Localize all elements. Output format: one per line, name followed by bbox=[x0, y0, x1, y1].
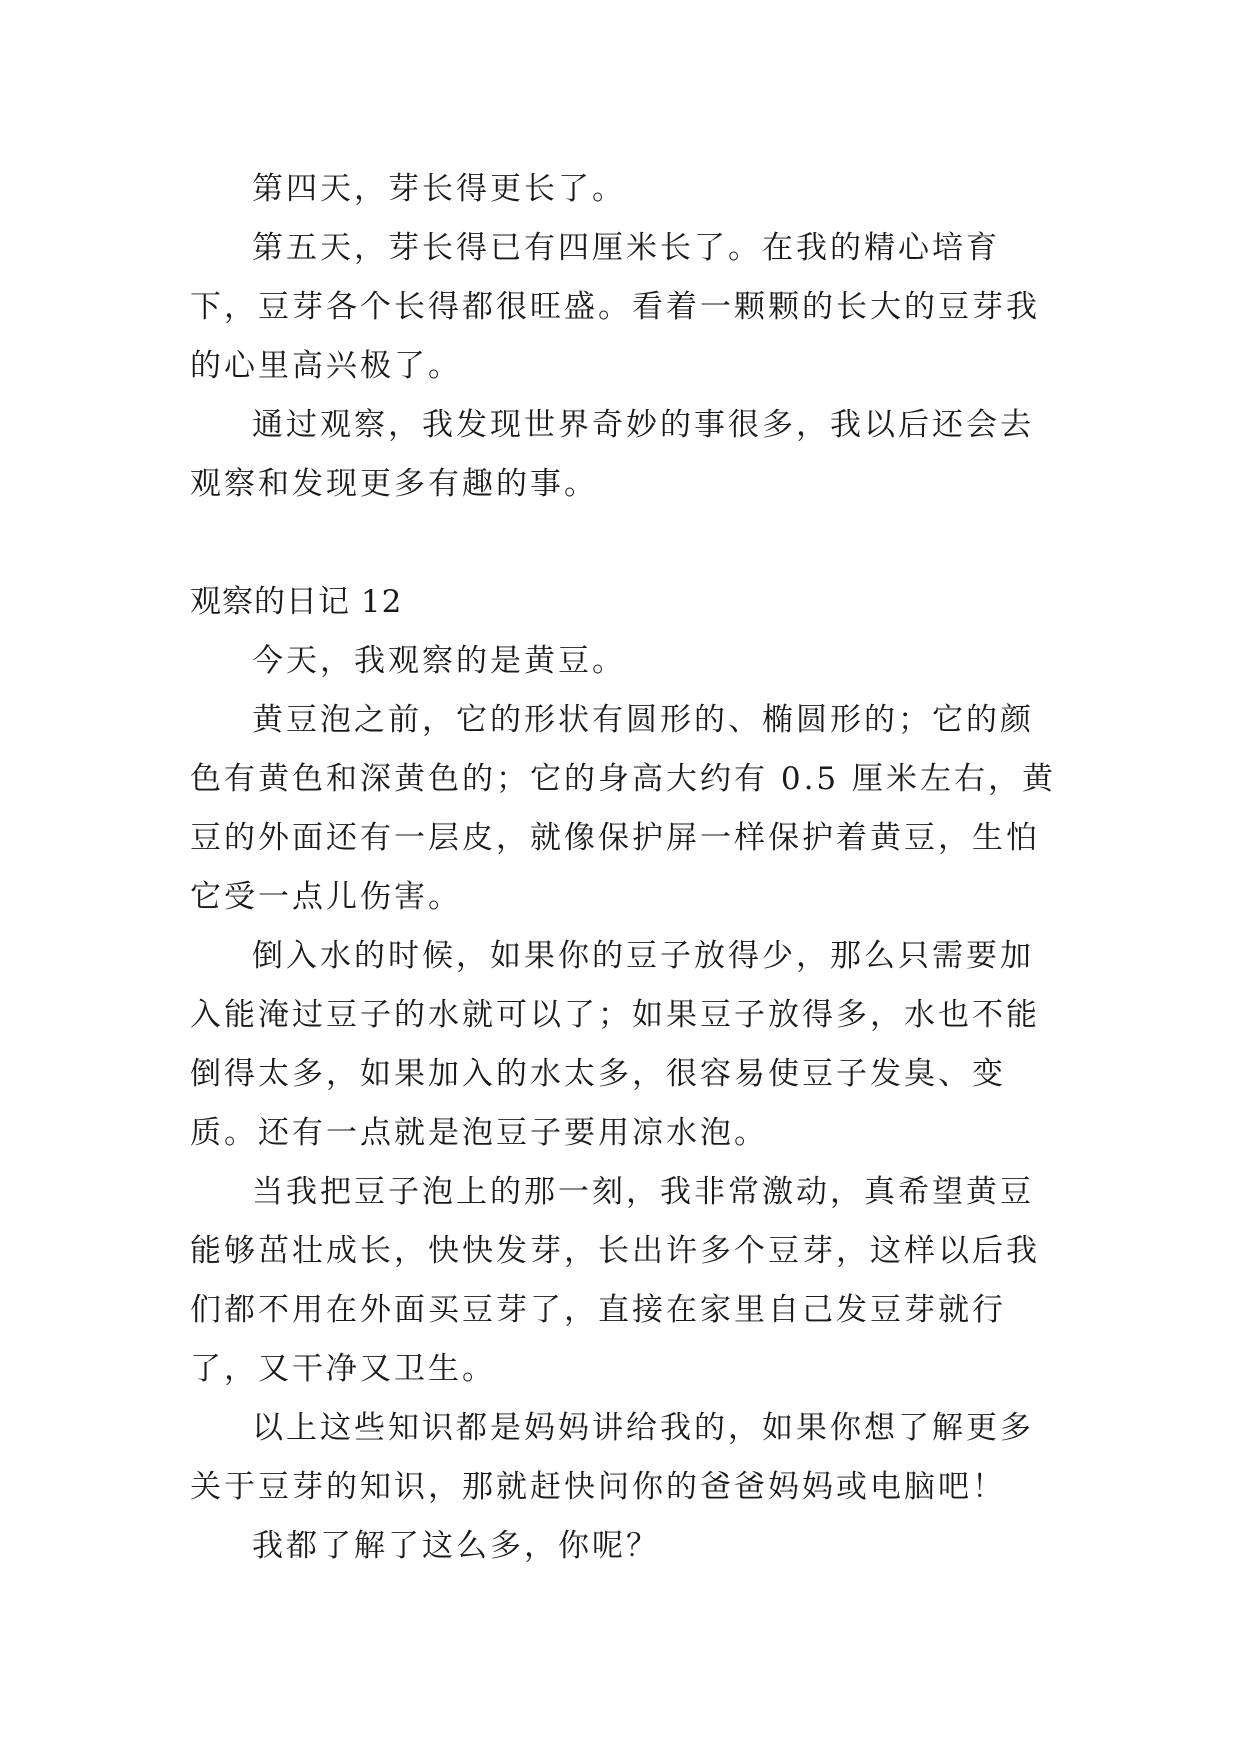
document-page bbox=[190, 160, 1060, 1576]
paragraph: 当我把豆子泡上的那一刻，我非常激动，真希望黄豆能够茁壮成长，快快发芽，长出许多个豆芽，这样以后我们都不用在外面买豆芽了，直接在家里自己发豆芽就行了，又干净又卫生。 bbox=[190, 1174, 1040, 1387]
paragraph: 第四天，芽长得更长了。 bbox=[252, 171, 626, 207]
paragraph: 倒入水的时候，如果你的豆子放得少，那么只需要加入能淹过豆子的水就可以了；如果豆子放得多，水也不能倒得太多，如果加入的水太多，很容易使豆子发臭、变质。还有一点就是泡豆子要用凉水泡。 bbox=[190, 938, 1040, 1151]
paragraph: 黄豆泡之前，它的形状有圆形的、椭圆形的；它的颜色有黄色和深黄色的；它的身高大约有 0.5 厘米左右，黄豆的外面还有一层皮，就像保护屏一样保护着黄豆，生怕它受一点儿伤害。 bbox=[190, 702, 1057, 915]
paragraph: 今天，我观察的是黄豆。 bbox=[252, 643, 626, 679]
paragraph: 通过观察，我发现世界奇妙的事很多，我以后还会去观察和发现更多有趣的事。 bbox=[190, 407, 1034, 502]
diary-title: 观察的日记 12 bbox=[190, 584, 403, 620]
paragraph: 以上这些知识都是妈妈讲给我的，如果你想了解更多关于豆芽的知识，那就赶快问你的爸爸妈妈或电脑吧！ bbox=[190, 1410, 1034, 1505]
paragraph: 我都了解了这么多，你呢？ bbox=[252, 1528, 660, 1564]
paragraph: 第五天，芽长得已有四厘米长了。在我的精心培育下，豆芽各个长得都很旺盛。看着一颗颗的长大的豆芽我的心里高兴极了。 bbox=[190, 230, 1040, 384]
